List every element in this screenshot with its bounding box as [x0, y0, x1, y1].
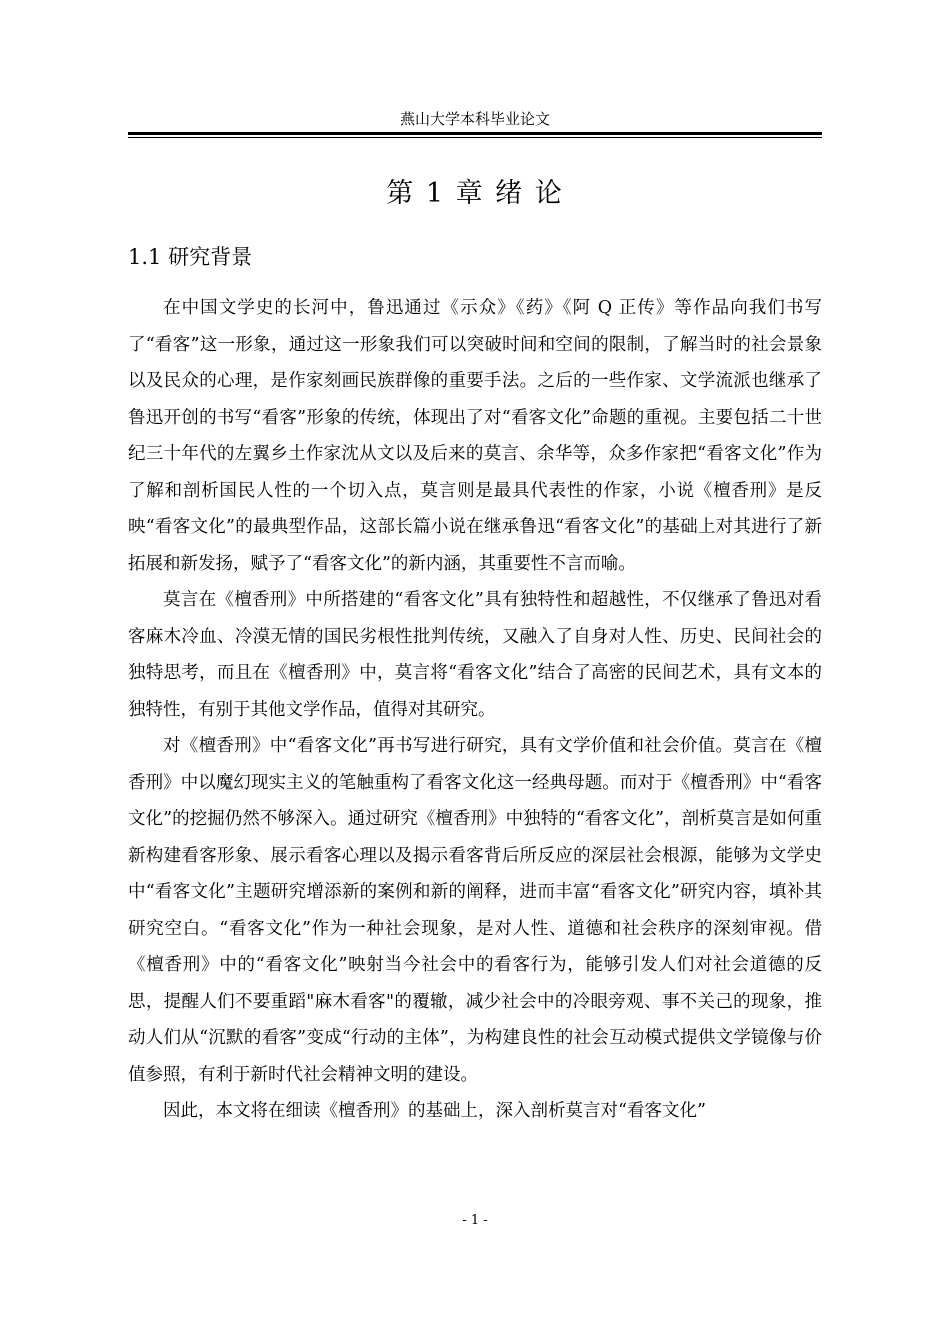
header-rule-thin: [128, 137, 822, 138]
page-number: - 1 -: [462, 1213, 488, 1228]
paragraph-4: 因此，本文将在细读《檀香刑》的基础上，深入剖析莫言对“看客文化”: [163, 1101, 706, 1121]
paragraph-2: 莫言在《檀香刑》中所搭建的“看客文化”具有独特性和超越性，不仅继承了鲁迅对看客麻木冷血、冷漠无情的国民劣根性批判传统，又融入了自身对人性、历史、民间社会的独特思考，而且在《檀香刑》中，莫言将“看客文化”结合了高密的民间艺术，具有文本的独特性，有别于其他文学作品，值得对其研究。: [128, 590, 822, 720]
paragraph-1: 在中国文学史的长河中，鲁迅通过《示众》《药》《阿 Q 正传》等作品向我们书写了“看客”这一形象，通过这一形象我们可以突破时间和空间的限制，了解当时的社会景象以及民众的心理，是作家刻画民族群像的重要手法。之后的一些作家、文学流派也继承了鲁迅开创的书写“看客”形象的传统，体现出了对“看客文化”命题的重视。主要包括二十世纪三十年代的左翼乡土作家沈从文以及后来的莫言、余华等，众多作家把“看客文化”作为了解和剖析国民人性的一个切入点，莫言则是最具代表性的作家，小说《檀香刑》是反映“看客文化”的最典型作品，这部长篇小说在继承鲁迅“看客文化”的基础上对其进行了新拓展和新发扬，赋予了“看客文化”的新内涵，其重要性不言而喻。: [128, 298, 822, 574]
header-divider: [128, 132, 822, 138]
paragraph-3: 对《檀香刑》中“看客文化”再书写进行研究，具有文学价值和社会价值。莫言在《檀香刑》中以魔幻现实主义的笔触重构了看客文化这一经典母题。而对于《檀香刑》中“看客文化”的挖掘仍然不够深入。通过研究《檀香刑》中独特的“看客文化”，剖析莫言是如何重新构建看客形象、展示看客心理以及揭示看客背后所反应的深层社会根源，能够为文学史中“看客文化”主题研究增添新的案例和新的阐释，进而丰富“看客文化”研究内容，填补其研究空白。“看客文化”作为一种社会现象，是对人性、道德和社会秩序的深刻审视。借《檀香刑》中的“看客文化”映射当今社会中的看客行为，能够引发人们对社会道德的反思，提醒人们不要重蹈"麻木看客"的覆辙，减少社会中的冷眼旁观、事不关己的现象，推动人们从“沉默的看客”变成“行动的主体”，为构建良性的社会互动模式提供文学镜像与价值参照，有利于新时代社会精神文明的建设。: [128, 736, 822, 1085]
body-text: [128, 290, 822, 1130]
section-heading: 1.1 研究背景: [128, 245, 253, 269]
header-rule-thick: [128, 132, 822, 135]
chapter-title: 第 1 章 绪 论: [386, 178, 564, 209]
running-header: 燕山大学本科毕业论文: [399, 110, 550, 128]
